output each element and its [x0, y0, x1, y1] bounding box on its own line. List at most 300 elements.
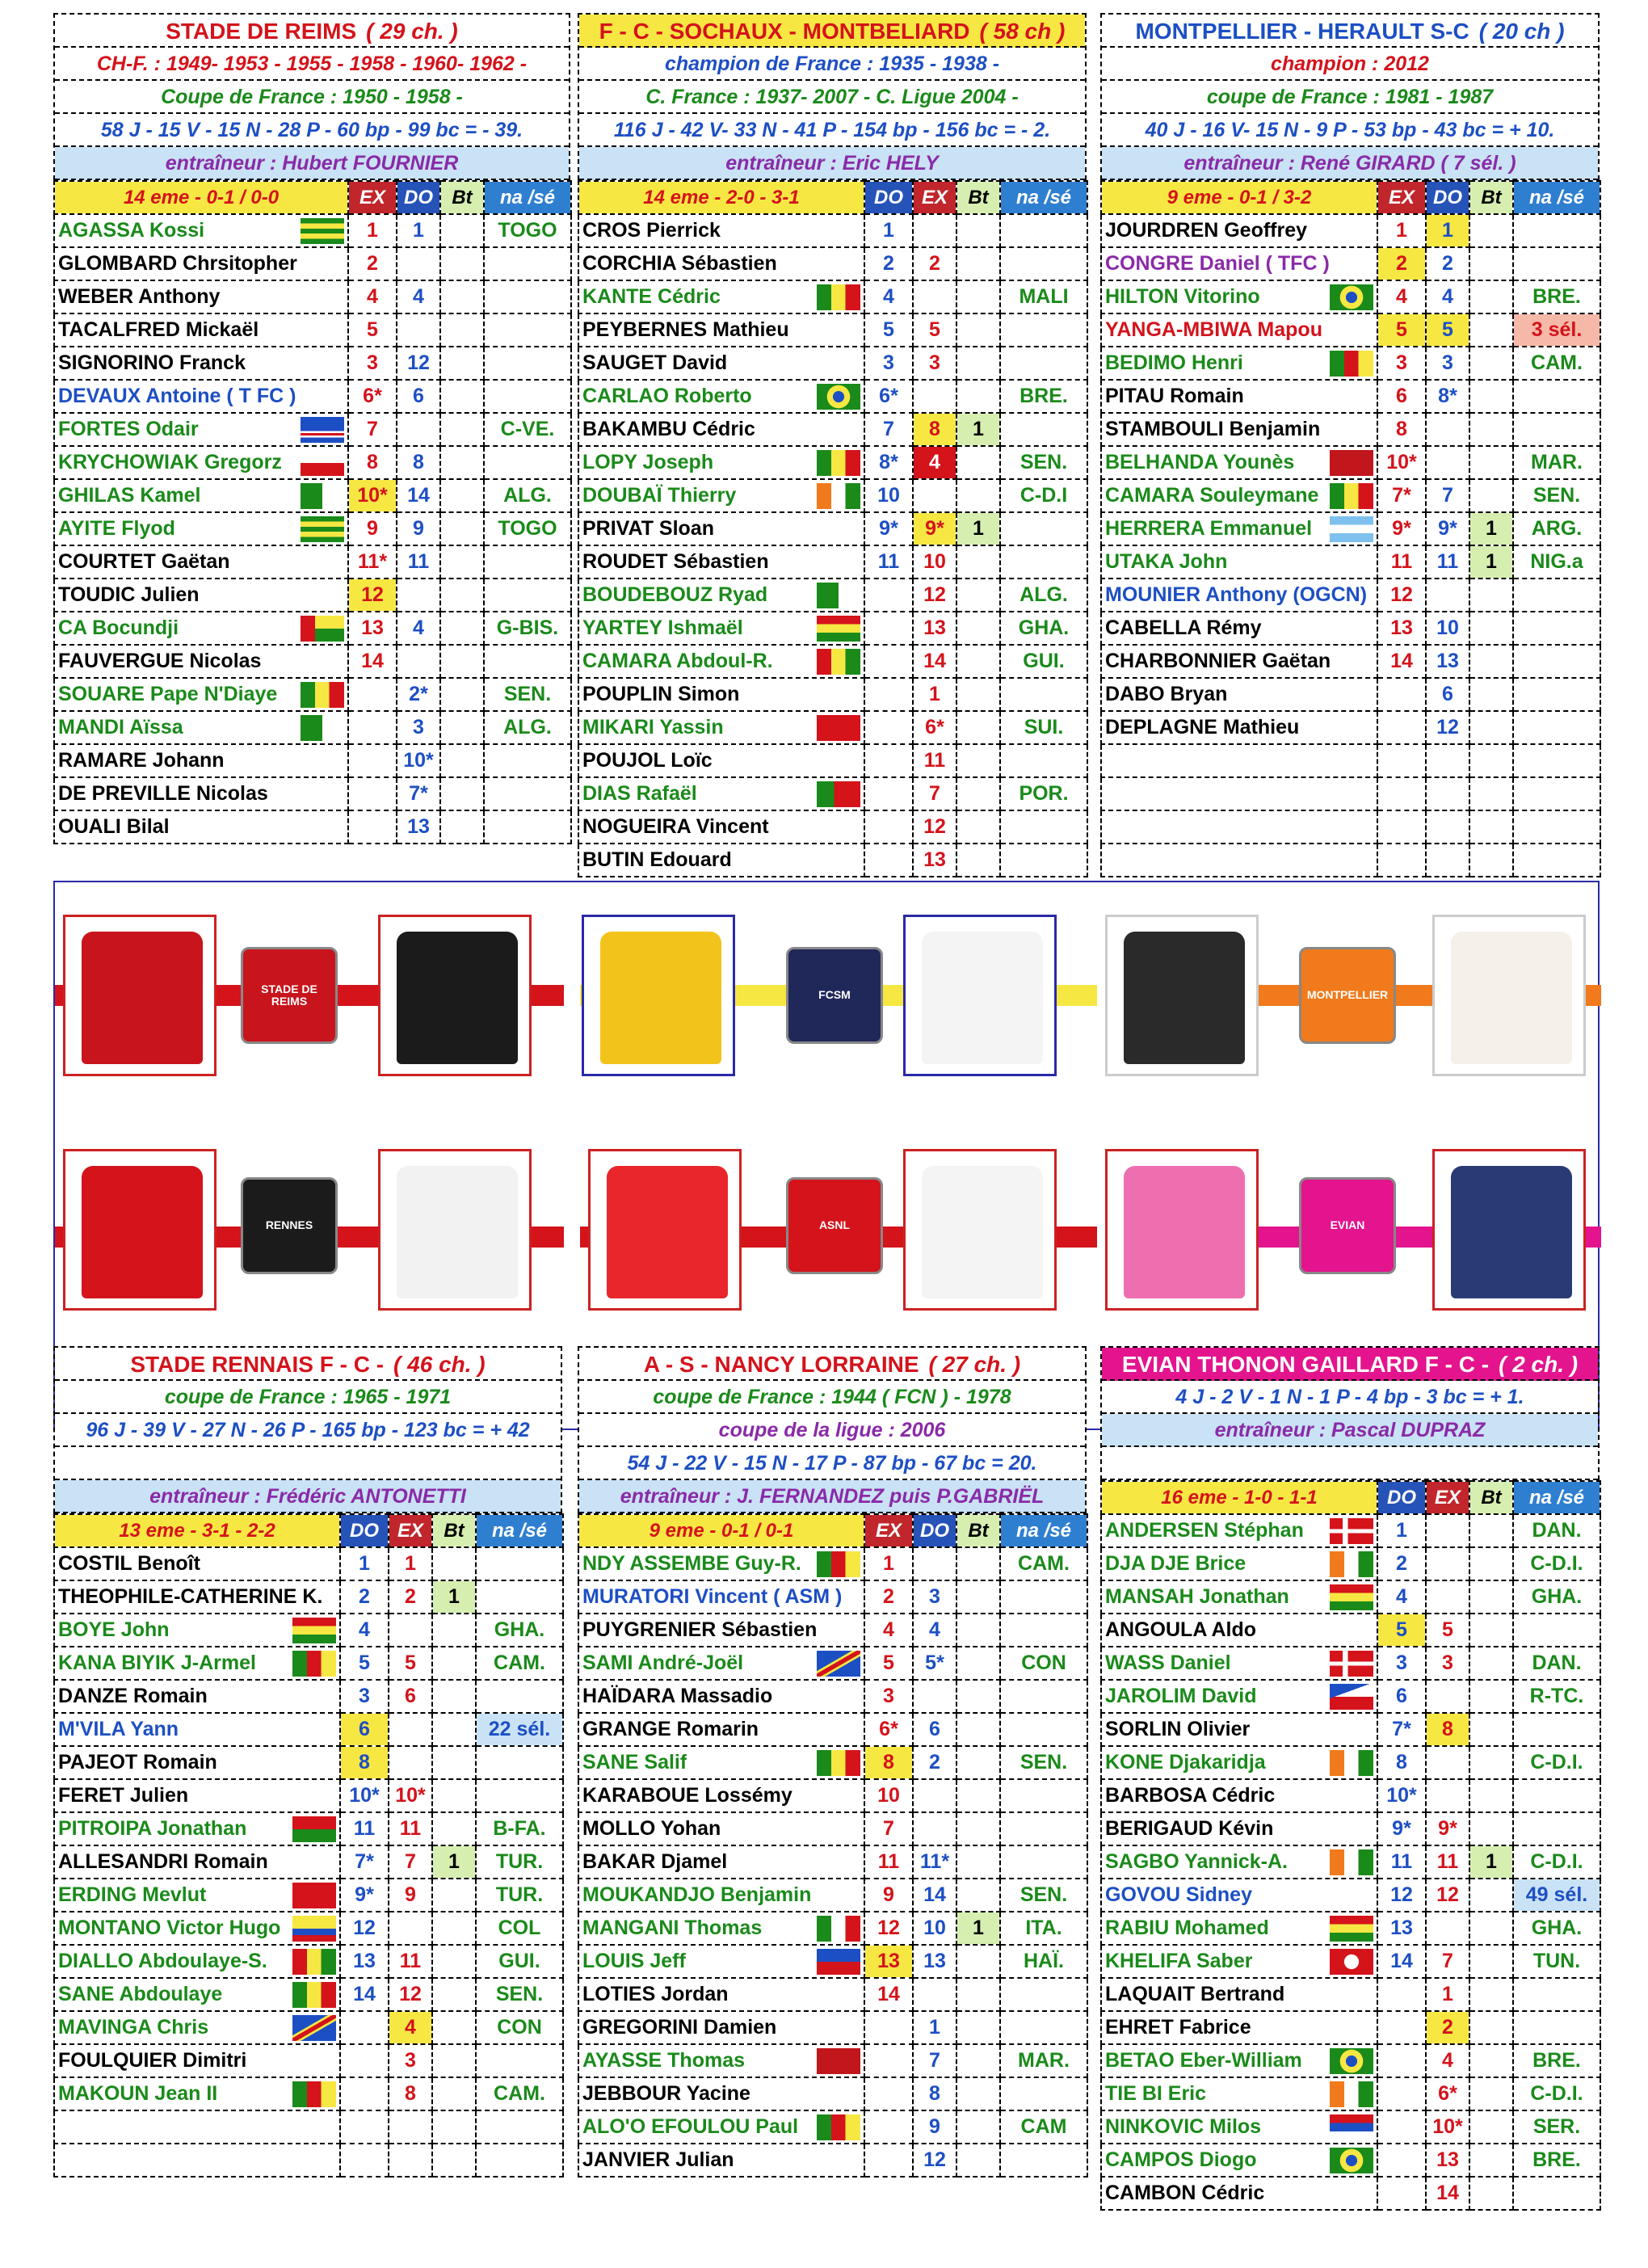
match-number: 14 — [1426, 2177, 1469, 2210]
player-name: MANSAH Jonathan — [1105, 1585, 1289, 1608]
match-number: 8 — [913, 2077, 956, 2110]
nationality: GHA. — [1513, 1580, 1600, 1614]
jersey-shirt — [922, 1166, 1043, 1298]
player-row — [1101, 1580, 1600, 1614]
country-flag-icon — [292, 1883, 336, 1908]
goals — [956, 313, 1000, 347]
player-name: ANDERSEN Stéphan — [1105, 1519, 1304, 1542]
goals — [956, 2110, 1000, 2144]
match-number — [864, 579, 913, 612]
player-cell — [54, 280, 348, 313]
goals: 1 — [956, 413, 1000, 446]
player-row — [578, 2110, 1087, 2144]
goals — [956, 1713, 1000, 1746]
column-header: DO — [1426, 181, 1469, 214]
match-number: 8 — [340, 1746, 389, 1779]
team-info-line: 4 J - 2 V - 1 N - 1 P - 4 bp - 3 bc = + 1. — [1102, 1381, 1598, 1414]
team-info-line: coupe de France : 1981 - 1987 — [1102, 81, 1598, 114]
goals — [956, 678, 1000, 711]
team-info-line: entraîneur : Frédéric ANTONETTI — [55, 1480, 561, 1513]
nationality: TUR. — [476, 1879, 563, 1912]
player-cell — [54, 1945, 340, 1978]
team-block-nancy — [578, 1346, 1087, 2178]
goals — [1469, 313, 1513, 347]
player-cell — [54, 1580, 340, 1614]
country-flag-icon — [292, 1916, 336, 1942]
match-number: 4 — [348, 280, 397, 313]
player-name: HAÏDARA Massadio — [582, 1685, 773, 1707]
match-number — [1377, 1978, 1426, 2011]
roster-header-row — [578, 181, 1087, 214]
player-row — [54, 678, 571, 711]
player-cell — [1101, 1547, 1377, 1580]
match-number: 12 — [1377, 1879, 1426, 1912]
roster-table — [578, 180, 1088, 877]
team-info-line: 96 J - 39 V - 27 N - 26 P - 165 bp - 123 bc = + 42 — [55, 1414, 561, 1447]
match-number: 5 — [348, 313, 397, 347]
match-number: 5 — [1377, 313, 1426, 347]
nationality — [1513, 1978, 1600, 2011]
column-header: na /sé — [1000, 181, 1087, 214]
match-number: 13 — [1426, 2144, 1469, 2177]
match-number — [864, 2110, 913, 2144]
match-number: 14 — [1377, 645, 1426, 678]
team-block-sochaux — [578, 13, 1087, 877]
goals: 1 — [432, 1580, 476, 1614]
player-row — [1101, 1746, 1600, 1779]
player-name: MANGANI Thomas — [582, 1917, 763, 1939]
goals — [440, 479, 484, 512]
player-name: CA Bocundji — [58, 616, 179, 639]
nationality: POR. — [1000, 777, 1087, 810]
match-number — [1377, 744, 1426, 777]
nationality — [484, 247, 571, 280]
goals: 1 — [956, 1912, 1000, 1945]
player-row — [54, 313, 571, 347]
match-number — [1377, 711, 1426, 744]
goals — [1469, 1812, 1513, 1845]
player-name: SIGNORINO Franck — [58, 351, 246, 374]
goals — [956, 579, 1000, 612]
goals — [1469, 1713, 1513, 1746]
match-number: 14 — [340, 1978, 389, 2011]
player-name: CAMPOS Diogo — [1105, 2148, 1257, 2171]
country-flag-icon — [817, 1916, 860, 1942]
player-row — [54, 810, 571, 844]
player-cell — [1101, 247, 1377, 280]
match-number: 1 — [864, 1547, 913, 1580]
country-flag-icon — [817, 1949, 860, 1975]
match-number: 1 — [913, 678, 956, 711]
match-number: 6 — [340, 1713, 389, 1746]
goals — [440, 711, 484, 744]
nationality: GHA. — [1000, 612, 1087, 645]
match-number — [348, 777, 397, 810]
nationality — [484, 313, 571, 347]
nationality — [1513, 413, 1600, 446]
column-header: Bt — [1469, 1481, 1513, 1514]
player-name: POUJOL Loïc — [582, 749, 713, 772]
team-info-line: coupe de France : 1944 ( FCN ) - 1978 — [579, 1381, 1085, 1414]
country-flag-icon — [1330, 1551, 1373, 1577]
player-cell — [578, 1614, 864, 1647]
match-number: 9* — [1426, 512, 1469, 545]
player-cell — [578, 313, 864, 347]
match-number — [1377, 2044, 1426, 2077]
player-row — [1101, 612, 1600, 645]
match-number — [389, 1912, 432, 1945]
team-info-line: C. France : 1937- 2007 - C. Ligue 2004 - — [579, 81, 1085, 114]
goals — [956, 2044, 1000, 2077]
nationality — [1000, 2011, 1087, 2044]
player-row — [54, 711, 571, 744]
player-cell — [578, 2144, 864, 2177]
jersey-shirt — [607, 1166, 728, 1298]
team-info-line — [1102, 1447, 1598, 1480]
player-cell — [578, 1845, 864, 1879]
goals — [440, 545, 484, 579]
match-number: 1 — [913, 2011, 956, 2044]
nationality: C-D.I. — [1513, 1547, 1600, 1580]
nationality — [1513, 1713, 1600, 1746]
match-number — [340, 2110, 389, 2144]
nationality: ALG. — [1000, 579, 1087, 612]
player-name: MANDI Aïssa — [58, 716, 183, 738]
player-row — [1101, 1945, 1600, 1978]
player-name: DIAS Rafaël — [582, 782, 697, 805]
goals — [440, 347, 484, 380]
goals — [1469, 1580, 1513, 1614]
team-header — [53, 13, 570, 180]
nationality: ARG. — [1513, 512, 1600, 545]
goals — [432, 1812, 476, 1845]
player-cell — [1101, 844, 1377, 877]
match-number — [1377, 2011, 1426, 2044]
match-number: 11 — [340, 1812, 389, 1845]
player-row — [54, 2044, 563, 2077]
player-row — [54, 579, 571, 612]
goals — [440, 446, 484, 479]
goals — [956, 1614, 1000, 1647]
player-name: EHRET Fabrice — [1105, 2016, 1251, 2039]
player-name: HERRERA Emmanuel — [1105, 517, 1313, 540]
match-number — [348, 711, 397, 744]
match-number: 10 — [913, 545, 956, 579]
nationality — [1513, 844, 1600, 877]
player-name: ALLESANDRI Romain — [58, 1850, 268, 1873]
player-name: ERDING Mevlut — [58, 1883, 207, 1906]
player-name: UTAKA John — [1105, 550, 1228, 573]
nationality: DAN. — [1513, 1514, 1600, 1547]
player-cell — [54, 214, 348, 247]
player-row — [1101, 678, 1600, 711]
match-number — [389, 2110, 432, 2144]
team-name: MONTPELLIER - HERAULT S-C — [1135, 19, 1469, 44]
player-cell — [1101, 1680, 1377, 1713]
column-header: EX — [348, 181, 397, 214]
player-row — [1101, 1614, 1600, 1647]
goals — [432, 1680, 476, 1713]
player-cell — [578, 744, 864, 777]
column-header: na /sé — [484, 181, 571, 214]
player-name: JANVIER Julian — [582, 2148, 734, 2171]
goals: 1 — [1469, 545, 1513, 579]
country-flag-icon — [817, 649, 860, 675]
match-number — [864, 2011, 913, 2044]
match-number: 2 — [1426, 247, 1469, 280]
column-header: EX — [389, 1514, 432, 1547]
goals: 1 — [432, 1845, 476, 1879]
player-row — [578, 380, 1087, 413]
team-info-line: champion : 2012 — [1102, 48, 1598, 81]
match-number: 6 — [1426, 678, 1469, 711]
nationality: SUI. — [1000, 711, 1087, 744]
match-number: 8 — [348, 446, 397, 479]
match-number — [1377, 2077, 1426, 2110]
match-number: 9 — [397, 512, 440, 545]
column-header: EX — [864, 1514, 913, 1547]
match-number: 9 — [348, 512, 397, 545]
jersey-image — [582, 915, 735, 1076]
player-cell — [1101, 711, 1377, 744]
nationality: B-FA. — [476, 1812, 563, 1845]
jersey-shirt — [1124, 932, 1245, 1064]
team-info-line: CH-F. : 1949- 1953 - 1955 - 1958 - 1960- 1962 - — [55, 48, 569, 81]
country-flag-icon — [292, 2015, 336, 2041]
match-number: 11 — [397, 545, 440, 579]
player-row — [54, 347, 571, 380]
player-cell — [54, 1978, 340, 2011]
jersey-image — [903, 915, 1057, 1076]
match-number — [397, 413, 440, 446]
match-number: 11 — [864, 1845, 913, 1879]
goals — [440, 678, 484, 711]
player-row — [54, 2144, 563, 2177]
team-header — [1100, 13, 1600, 180]
player-name: WEBER Anthony — [58, 285, 221, 308]
player-cell — [578, 214, 864, 247]
nationality — [1000, 1580, 1087, 1614]
player-name: DANZE Romain — [58, 1685, 208, 1707]
nationality: C-VE. — [484, 413, 571, 446]
player-cell — [1101, 1713, 1377, 1746]
jersey-image — [1432, 915, 1586, 1076]
country-flag-icon — [817, 616, 860, 642]
jersey-image — [1105, 1149, 1259, 1311]
goals — [956, 2011, 1000, 2044]
nationality: MALI — [1000, 280, 1087, 313]
player-name: PRIVAT Sloan — [582, 517, 714, 540]
goals — [1469, 645, 1513, 678]
player-name: DIALLO Abdoulaye-S. — [58, 1950, 267, 1972]
match-number: 4 — [1377, 280, 1426, 313]
goals — [1469, 777, 1513, 810]
league-rank: 13 eme - 3-1 - 2-2 — [54, 1514, 340, 1547]
nationality: COL — [476, 1912, 563, 1945]
match-number: 1 — [340, 1547, 389, 1580]
match-number: 8 — [389, 2077, 432, 2110]
nationality — [1513, 744, 1600, 777]
match-number: 12 — [913, 810, 956, 844]
match-number: 5 — [1426, 1614, 1469, 1647]
player-name: ANGOULA Aldo — [1105, 1618, 1257, 1641]
player-name: LOUIS Jeff — [582, 1950, 686, 1972]
match-number: 12 — [1426, 711, 1469, 744]
country-flag-icon — [1330, 2048, 1373, 2074]
player-name: KRYCHOWIAK Gregorz — [58, 451, 282, 473]
player-name: MAKOUN Jean II — [58, 2082, 218, 2105]
player-name: PEYBERNES Mathieu — [582, 318, 789, 341]
team-info-line: coupe de la ligue : 2006 — [579, 1414, 1085, 1447]
player-cell — [578, 479, 864, 512]
goals — [956, 844, 1000, 877]
team-title — [1102, 1348, 1598, 1381]
player-row — [1101, 1812, 1600, 1845]
nationality — [1513, 380, 1600, 413]
player-name: CAMBON Cédric — [1105, 2182, 1265, 2204]
nationality — [1000, 678, 1087, 711]
country-flag-icon — [817, 583, 860, 608]
match-number: 12 — [864, 1912, 913, 1945]
match-number: 2 — [913, 1746, 956, 1779]
player-row — [54, 1713, 563, 1746]
goals — [1469, 1614, 1513, 1647]
nationality: BRE. — [1000, 380, 1087, 413]
goals — [956, 380, 1000, 413]
country-flag-icon — [1330, 2081, 1373, 2107]
nationality — [476, 1746, 563, 1779]
nationality — [1000, 810, 1087, 844]
player-cell — [578, 777, 864, 810]
player-name: SANE Abdoulaye — [58, 1983, 223, 2005]
match-number — [913, 380, 956, 413]
league-rank: 14 eme - 0-1 / 0-0 — [54, 181, 348, 214]
nationality — [1513, 678, 1600, 711]
nationality — [476, 2144, 563, 2177]
match-number — [348, 678, 397, 711]
nationality — [1000, 2077, 1087, 2110]
player-name: DJA DJE Brice — [1105, 1552, 1247, 1575]
match-number: 7 — [913, 2044, 956, 2077]
match-number — [864, 2077, 913, 2110]
goals — [956, 1978, 1000, 2011]
goals — [432, 1879, 476, 1912]
column-header: na /sé — [1513, 181, 1600, 214]
goals — [956, 2144, 1000, 2177]
player-name: BUTIN Edouard — [582, 848, 732, 871]
player-name: MOUNIER Anthony (OGCN) — [1105, 583, 1368, 606]
player-cell — [54, 1812, 340, 1845]
match-number: 8 — [397, 446, 440, 479]
club-crest: FCSM — [786, 947, 883, 1044]
match-number: 12 — [1426, 1879, 1469, 1912]
nationality — [476, 1547, 563, 1580]
player-row — [1101, 1879, 1600, 1912]
match-number: 6* — [1426, 2077, 1469, 2110]
nationality — [1513, 810, 1600, 844]
nationality: SEN. — [476, 1978, 563, 2011]
match-number: 5 — [1377, 1614, 1426, 1647]
player-name: BELHANDA Younès — [1105, 451, 1295, 473]
nationality — [484, 280, 571, 313]
player-cell — [1101, 1879, 1377, 1912]
match-number: 10* — [1377, 1779, 1426, 1812]
player-cell — [578, 1779, 864, 1812]
player-cell — [54, 512, 348, 545]
nationality: CAM. — [1000, 1547, 1087, 1580]
player-name: BOUDEBOUZ Ryad — [582, 583, 768, 606]
player-row — [54, 645, 571, 678]
country-flag-icon — [817, 2114, 860, 2140]
player-row — [1101, 545, 1600, 579]
player-name: GHILAS Kamel — [58, 484, 201, 507]
match-number: 7 — [1426, 1945, 1469, 1978]
player-row — [578, 844, 1087, 877]
player-cell — [578, 645, 864, 678]
match-number: 4 — [389, 2011, 432, 2044]
player-name: DABO Bryan — [1105, 683, 1228, 705]
match-number: 11 — [1426, 545, 1469, 579]
nationality: TOGO — [484, 512, 571, 545]
player-row — [1101, 1713, 1600, 1746]
country-flag-icon — [1330, 284, 1373, 310]
match-number: 12 — [389, 1978, 432, 2011]
player-name: LOPY Joseph — [582, 451, 714, 473]
nationality: C-D.I. — [1513, 1845, 1600, 1879]
player-row — [54, 512, 571, 545]
player-cell — [54, 1614, 340, 1647]
team-info-line: 58 J - 15 V - 15 N - 28 P - 60 bp - 99 bc = - 39. — [55, 114, 569, 147]
goals — [956, 1845, 1000, 1879]
goals — [1469, 1647, 1513, 1680]
player-name: AYITE Flyod — [58, 517, 175, 540]
match-number — [1426, 1680, 1469, 1713]
nationality: CAM. — [1513, 347, 1600, 380]
roster-table — [578, 1513, 1088, 2178]
player-row — [578, 347, 1087, 380]
country-flag-icon — [817, 715, 860, 741]
nationality — [1000, 1614, 1087, 1647]
player-row — [1101, 1514, 1600, 1547]
player-name: CROS Pierrick — [582, 219, 721, 242]
player-name: CAMARA Abdoul-R. — [582, 650, 773, 672]
match-number: 3 — [1426, 347, 1469, 380]
player-cell — [54, 1713, 340, 1746]
team-header — [1100, 1346, 1600, 1480]
player-name: KANA BIYIK J-Armel — [58, 1652, 256, 1674]
match-number: 1 — [864, 214, 913, 247]
club-crest: STADE DE REIMS — [241, 947, 338, 1044]
match-number: 1 — [348, 214, 397, 247]
player-cell — [54, 777, 348, 810]
goals — [956, 347, 1000, 380]
jersey-image — [378, 915, 532, 1076]
country-flag-icon — [817, 384, 860, 410]
match-number — [397, 645, 440, 678]
nationality: BRE. — [1513, 2144, 1600, 2177]
nationality — [484, 347, 571, 380]
nationality: BRE. — [1513, 280, 1600, 313]
jersey-shirt — [397, 1166, 518, 1298]
player-name: LAQUAIT Bertrand — [1105, 1983, 1285, 2005]
jersey-image — [378, 1149, 532, 1311]
player-row — [54, 413, 571, 446]
match-number: 10 — [913, 1912, 956, 1945]
goals — [956, 1547, 1000, 1580]
goals — [432, 1978, 476, 2011]
match-number: 7 — [864, 1812, 913, 1845]
country-flag-icon — [1330, 2114, 1373, 2140]
